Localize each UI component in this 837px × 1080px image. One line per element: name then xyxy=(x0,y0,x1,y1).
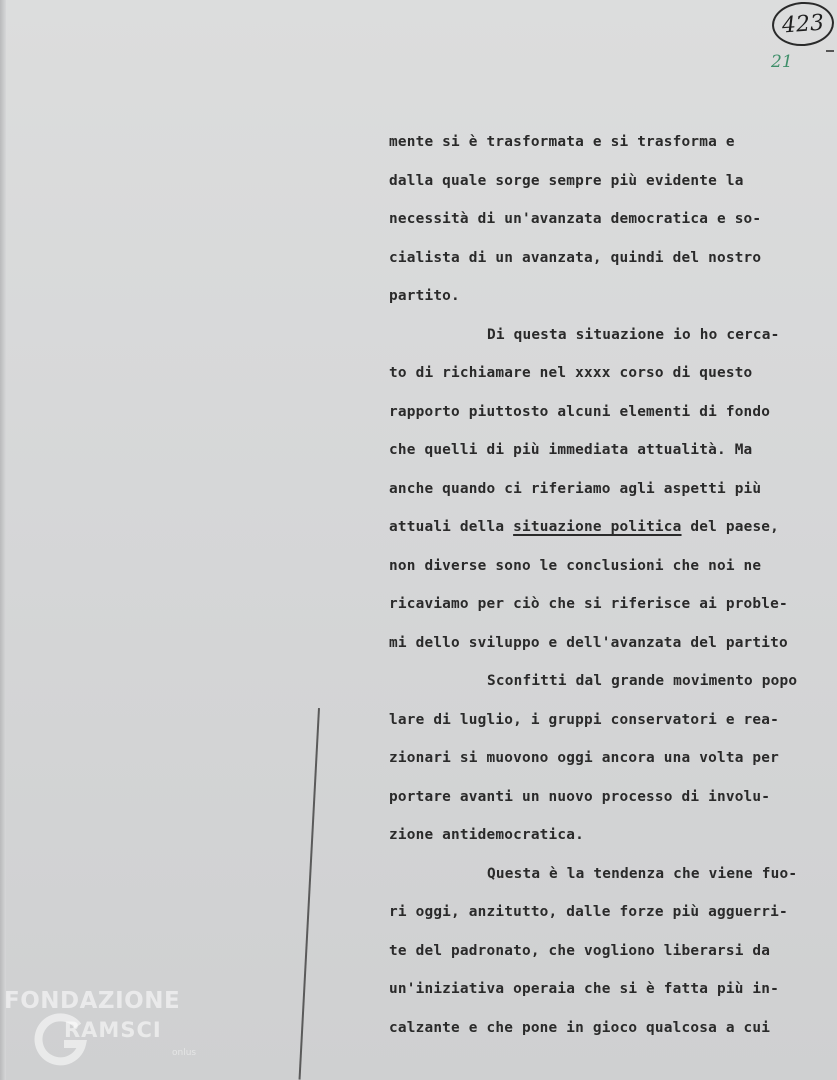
text-segment: attuali della xyxy=(389,519,505,535)
watermark-title: FONDAZIONE xyxy=(4,988,181,1014)
text-line: rapporto piuttosto alcuni elementi di fondo xyxy=(389,403,771,420)
text-line: un'iniziativa operaia che si è fatta più in- xyxy=(389,981,780,997)
text-line: zionari si muovono oggi ancora una volta per xyxy=(389,750,780,766)
text-line: Questa è la tendenza che viene fuo- xyxy=(487,865,798,882)
text-line: zione antidemocratica. xyxy=(389,827,585,843)
text-line: partito. xyxy=(389,288,460,304)
page-edge-shadow xyxy=(0,0,6,1080)
text-line: dalla quale sorge sempre più evidente la xyxy=(389,172,744,189)
fondazione-gramsci-watermark xyxy=(4,988,214,1076)
watermark-subtitle: RAMSCI xyxy=(64,1018,162,1042)
watermark-onlus: onlus xyxy=(172,1048,197,1058)
text-line: to di richiamare nel xxxx corso di questo xyxy=(389,365,753,381)
text-line: necessità di un'avanzata democratica e so- xyxy=(389,211,762,227)
text-line: lare di luglio, i gruppi conservatori e rea- xyxy=(389,711,780,728)
text-line: mente si è trasformata e si trasforma e xyxy=(389,134,735,150)
text-line: Di questa situazione io ho cerca- xyxy=(487,326,780,343)
margin-pencil-line xyxy=(299,708,320,1080)
text-line: Sconfitti dal grande movimento popo xyxy=(487,673,798,689)
text-line: ricaviamo per ciò che si riferisce ai proble- xyxy=(389,596,788,612)
underlined-phrase: situazione politica xyxy=(513,519,682,535)
text-line: mi dello sviluppo e dell'avanzata del partito xyxy=(389,634,788,651)
typescript-body xyxy=(389,123,837,1047)
sheet-number: 21 xyxy=(771,52,793,72)
text-line: ri oggi, anzitutto, dalle forze più agguerri- xyxy=(389,904,788,920)
text-line: calzante e che pone in gioco qualcosa a cui xyxy=(389,1019,771,1036)
text-line: anche quando ci riferiamo agli aspetti più xyxy=(389,480,762,497)
page-number: 423 xyxy=(781,10,825,38)
text-line: non diverse sono le conclusioni che noi ne xyxy=(389,557,762,574)
text-segment: del paese, xyxy=(681,519,780,535)
text-line xyxy=(389,508,837,547)
text-line: che quelli di più immediata attualità. Ma xyxy=(389,442,753,458)
text-line: cialista di un avanzata, quindi del nostro xyxy=(389,249,762,266)
text-line: portare avanti un nuovo processo di involu- xyxy=(389,788,771,805)
margin-tick xyxy=(826,50,834,52)
text-line: te del padronato, che vogliono liberarsi da xyxy=(389,942,771,959)
page-number-stamp xyxy=(771,0,836,48)
